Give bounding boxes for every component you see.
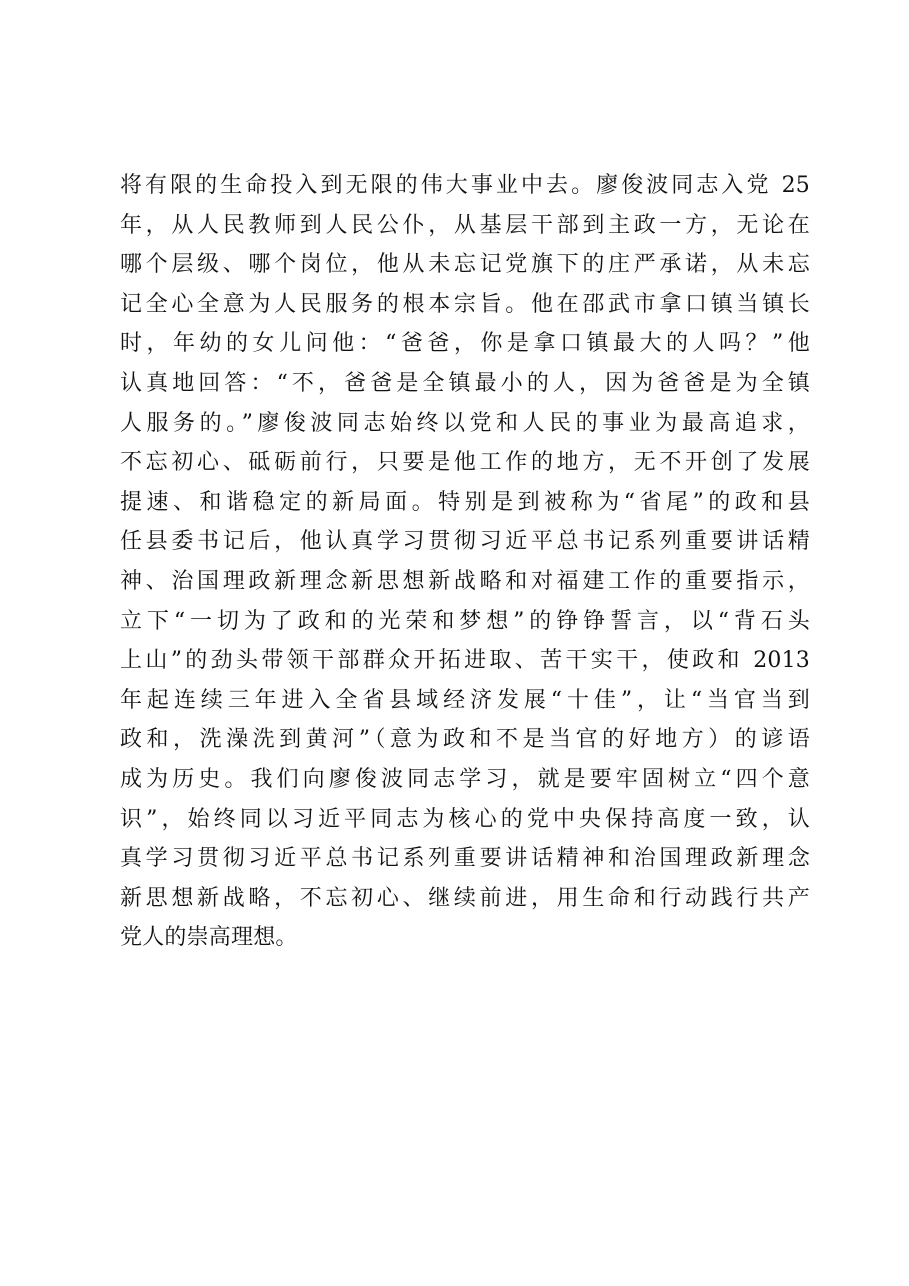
- text-line: 年，从人民教师到人民公仆，从基层干部到主政一方，无论在: [120, 212, 810, 238]
- text-line: 新思想新战略，不忘初心、继续前进，用生命和行动践行共产: [120, 885, 810, 911]
- text-line: 政和，洗澡洗到黄河”（意为政和不是当官的好地方）的谚语: [120, 727, 810, 753]
- text-line: 立下“一切为了政和的光荣和梦想”的铮铮誓言，以“背石头: [120, 608, 810, 634]
- text-line: 记全心全意为人民服务的根本宗旨。他在邵武市拿口镇当镇长: [120, 291, 810, 317]
- text-line: 哪个层级、哪个岗位，他从未忘记党旗下的庄严承诺，从未忘: [120, 252, 810, 278]
- text-line: 真学习贯彻习近平总书记系列重要讲话精神和治国理政新理念: [120, 846, 810, 872]
- text-line: 年起连续三年进入全省县域经济发展“十佳”，让“当官当到: [120, 687, 810, 713]
- text-line: 任县委书记后，他认真学习贯彻习近平总书记系列重要讲话精: [120, 529, 810, 555]
- text-line: 党人的崇高理想。: [120, 925, 298, 951]
- body-paragraph: [120, 166, 810, 958]
- text-line: 神、治国理政新理念新思想新战略和对福建工作的重要指示，: [120, 568, 810, 594]
- text-line: 将有限的生命投入到无限的伟大事业中去。廖俊波同志入党 25: [120, 173, 810, 198]
- text-line: 人服务的。”廖俊波同志始终以党和人民的事业为最高追求，: [120, 410, 810, 436]
- text-line: 提速、和谐稳定的新局面。特别是到被称为“省尾”的政和县: [120, 489, 810, 515]
- text-line: 不忘初心、砥砺前行，只要是他工作的地方，无不开创了发展: [120, 450, 810, 476]
- text-line: 上山”的劲头带领干部群众开拓进取、苦干实干，使政和 2013: [120, 648, 810, 674]
- text-line: 识”，始终同以习近平同志为核心的党中央保持高度一致，认: [120, 806, 810, 832]
- text-line: 时，年幼的女儿问他：“爸爸，你是拿口镇最大的人吗？”他: [120, 331, 810, 357]
- text-line: 成为历史。我们向廖俊波同志学习，就是要牢固树立“四个意: [120, 766, 810, 792]
- text-line: 认真地回答：“不，爸爸是全镇最小的人，因为爸爸是为全镇: [120, 370, 810, 396]
